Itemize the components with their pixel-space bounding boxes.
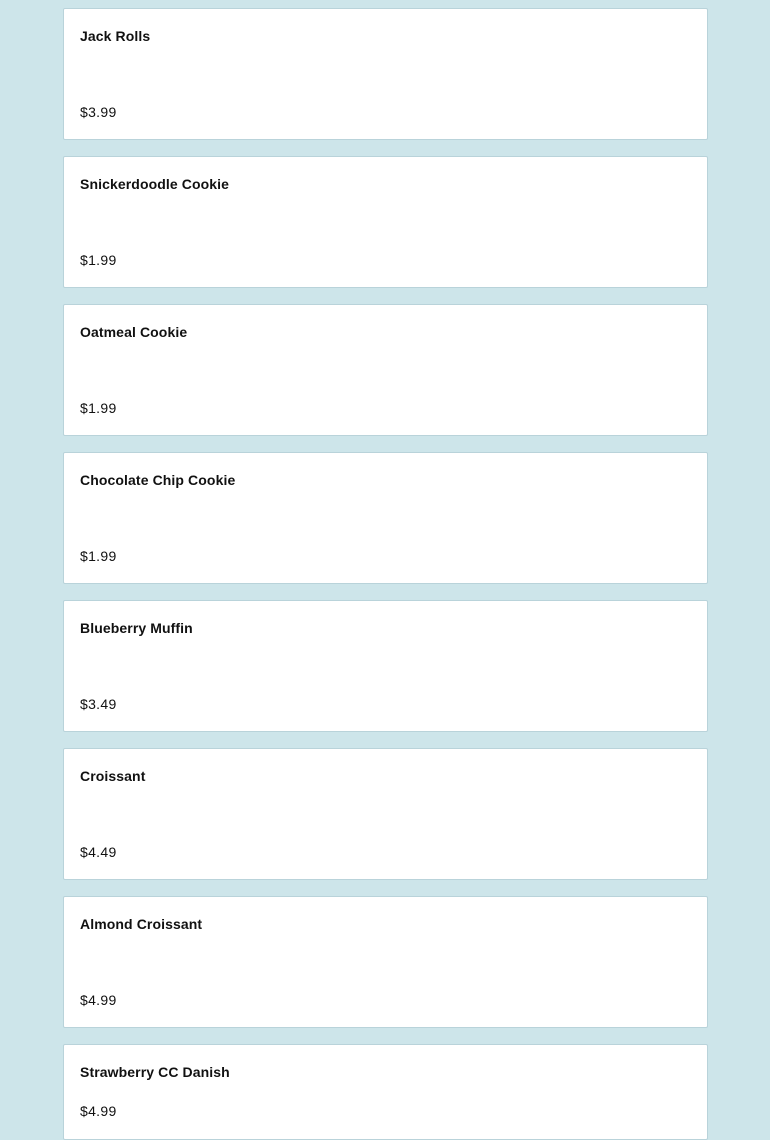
menu-item-price: $4.49 [80,844,117,860]
menu-item-name: Croissant [80,768,146,784]
menu-item-card[interactable] [63,896,708,1028]
menu-item-card[interactable] [63,748,708,880]
menu-item-price: $3.49 [80,696,117,712]
menu-item-price: $3.99 [80,104,117,120]
menu-item-card[interactable] [63,600,708,732]
menu-item-card[interactable] [63,156,708,288]
menu-item-card[interactable] [63,8,708,140]
menu-item-name: Chocolate Chip Cookie [80,472,236,488]
menu-item-price: $4.99 [80,992,117,1008]
menu-item-card[interactable] [63,304,708,436]
menu-item-name: Almond Croissant [80,916,203,932]
menu-item-name: Jack Rolls [80,28,151,44]
menu-item-list [63,8,708,1140]
menu-item-price: $1.99 [80,252,117,268]
menu-item-name: Strawberry CC Danish [80,1064,230,1080]
menu-item-card[interactable] [63,1044,708,1140]
menu-item-card[interactable] [63,452,708,584]
menu-item-price: $1.99 [80,548,117,564]
menu-item-price: $4.99 [80,1103,117,1119]
menu-item-name: Blueberry Muffin [80,620,193,636]
menu-item-name: Oatmeal Cookie [80,324,188,340]
menu-item-price: $1.99 [80,400,117,416]
menu-item-name: Snickerdoodle Cookie [80,176,230,192]
